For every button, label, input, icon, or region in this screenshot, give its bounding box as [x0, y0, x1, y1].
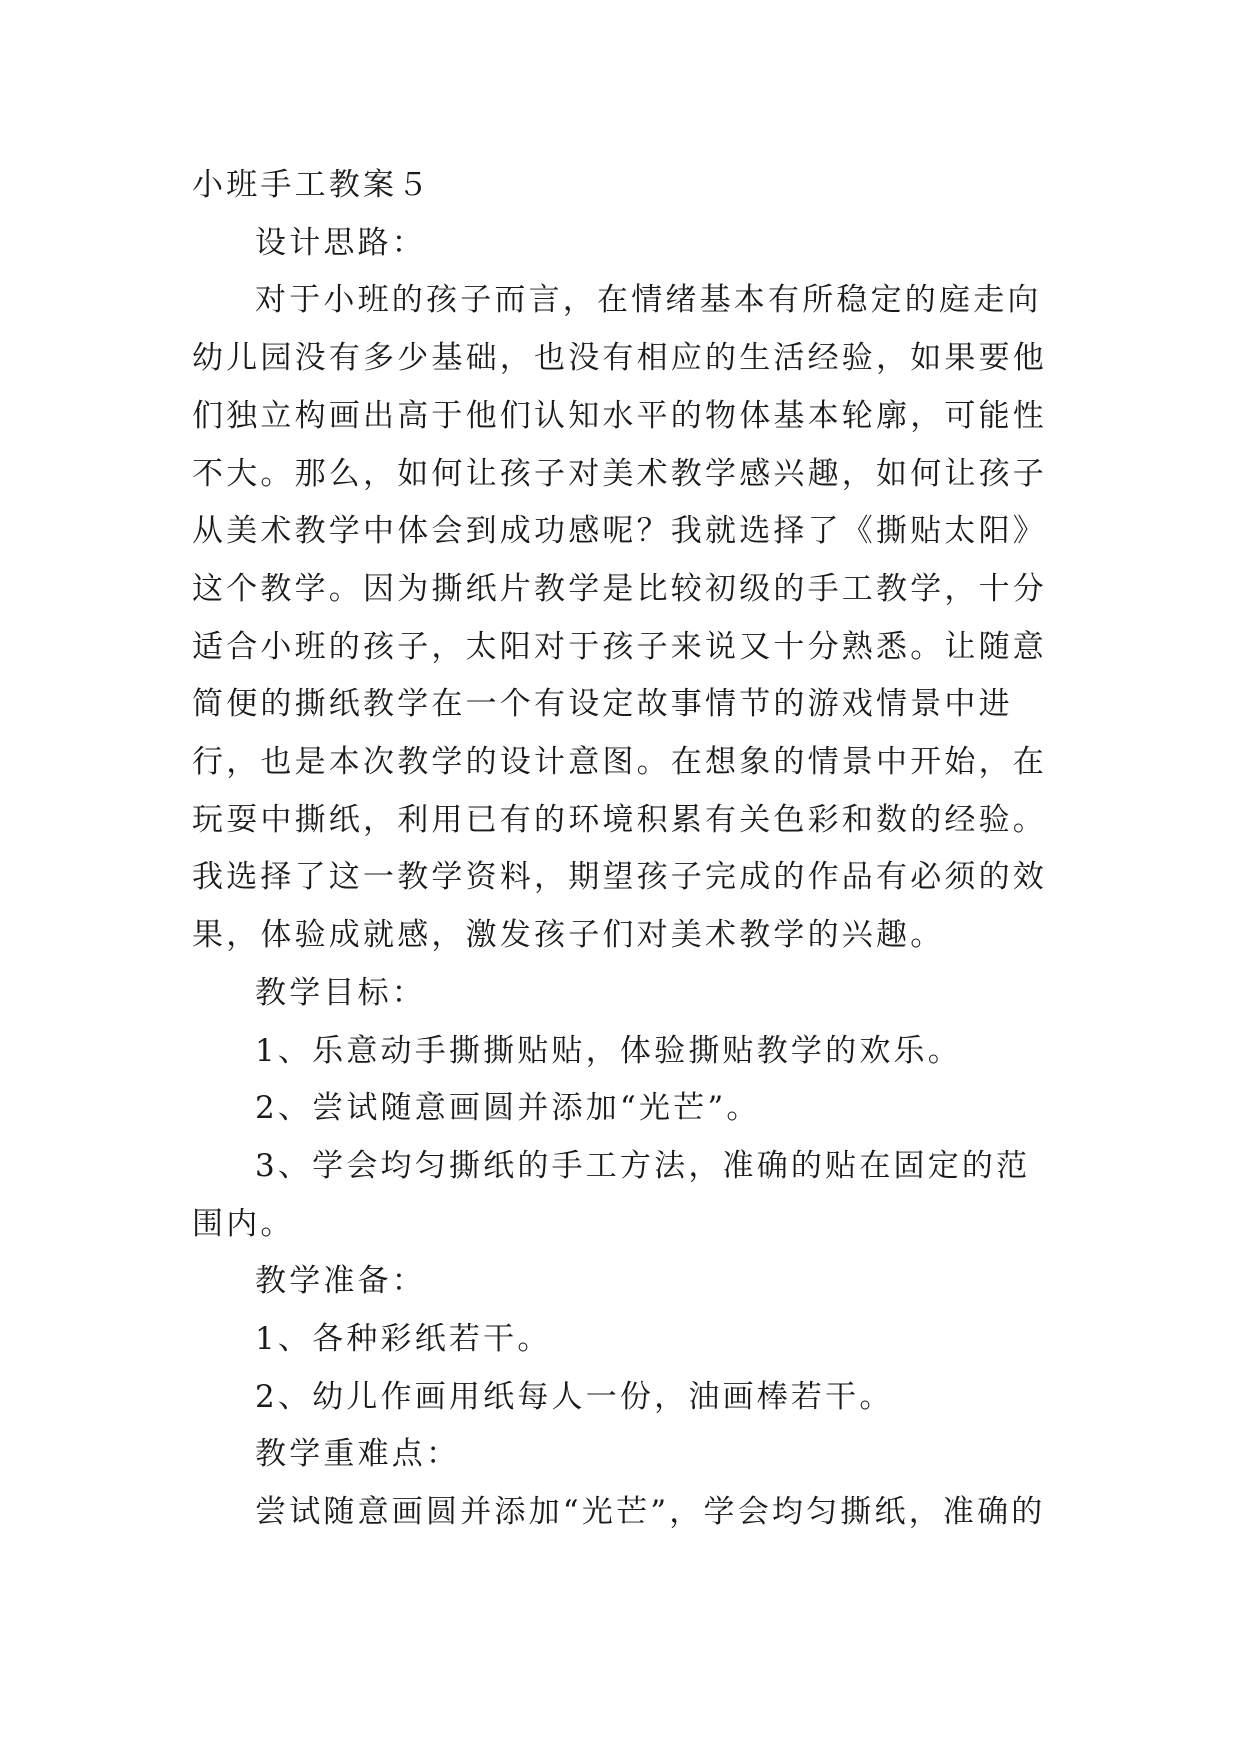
section-heading-prep: 教学准备： — [255, 1263, 426, 1300]
list-item-goal-3: 3、学会均匀撕纸的手工方法，准确的贴在固定的范围内。 — [192, 1147, 1031, 1242]
document-title: 小班手工教案５ — [192, 167, 432, 203]
list-item-prep-2: 2、幼儿作画用纸每人一份，油画棒若干。 — [255, 1378, 894, 1415]
paragraph-design: 对于小班的孩子而言，在情绪基本有所稳定的庭走向幼儿园没有多少基础，也没有相应的生活经验，如果要他们独立构画出高于他们认知水平的物体基本轮廓，可能性不大。那么，如何让孩子对美术教学感兴趣，如何让孩子从美术教学中体会到成功感呢？我就选择了《撕贴太阳》这个教学。因为撕纸片教学是比较初级的手工教学，十分适合小班的孩子，太阳对于孩子来说又十分熟悉。让随意简便的撕纸教学在一个有设定故事情节的游戏情景中进行，也是本次教学的设计意图。在想象的情景中开始，在玩耍中撕纸，利用已有的环境积累有关色彩和数的经验。我选择了这一教学资料，期望孩子完成的作品有必须的效果，体验成就感，激发孩子们对美术教学的兴趣。 — [192, 282, 1047, 954]
section-heading-design: 设计思路： — [255, 224, 426, 261]
paragraph-key: 尝试随意画圆并添加“光芒”，学会均匀撕纸，准确的 — [255, 1494, 1046, 1531]
list-item-goal-2: 2、尝试随意画圆并添加“光芒”。 — [255, 1090, 761, 1127]
section-heading-goals: 教学目标： — [255, 974, 426, 1011]
list-item-prep-1: 1、各种彩纸若干。 — [255, 1321, 552, 1358]
document-body — [192, 157, 1052, 1542]
list-item-goal-1: 1、乐意动手撕撕贴贴，体验撕贴教学的欢乐。 — [255, 1032, 962, 1069]
section-heading-key: 教学重难点： — [255, 1436, 461, 1473]
